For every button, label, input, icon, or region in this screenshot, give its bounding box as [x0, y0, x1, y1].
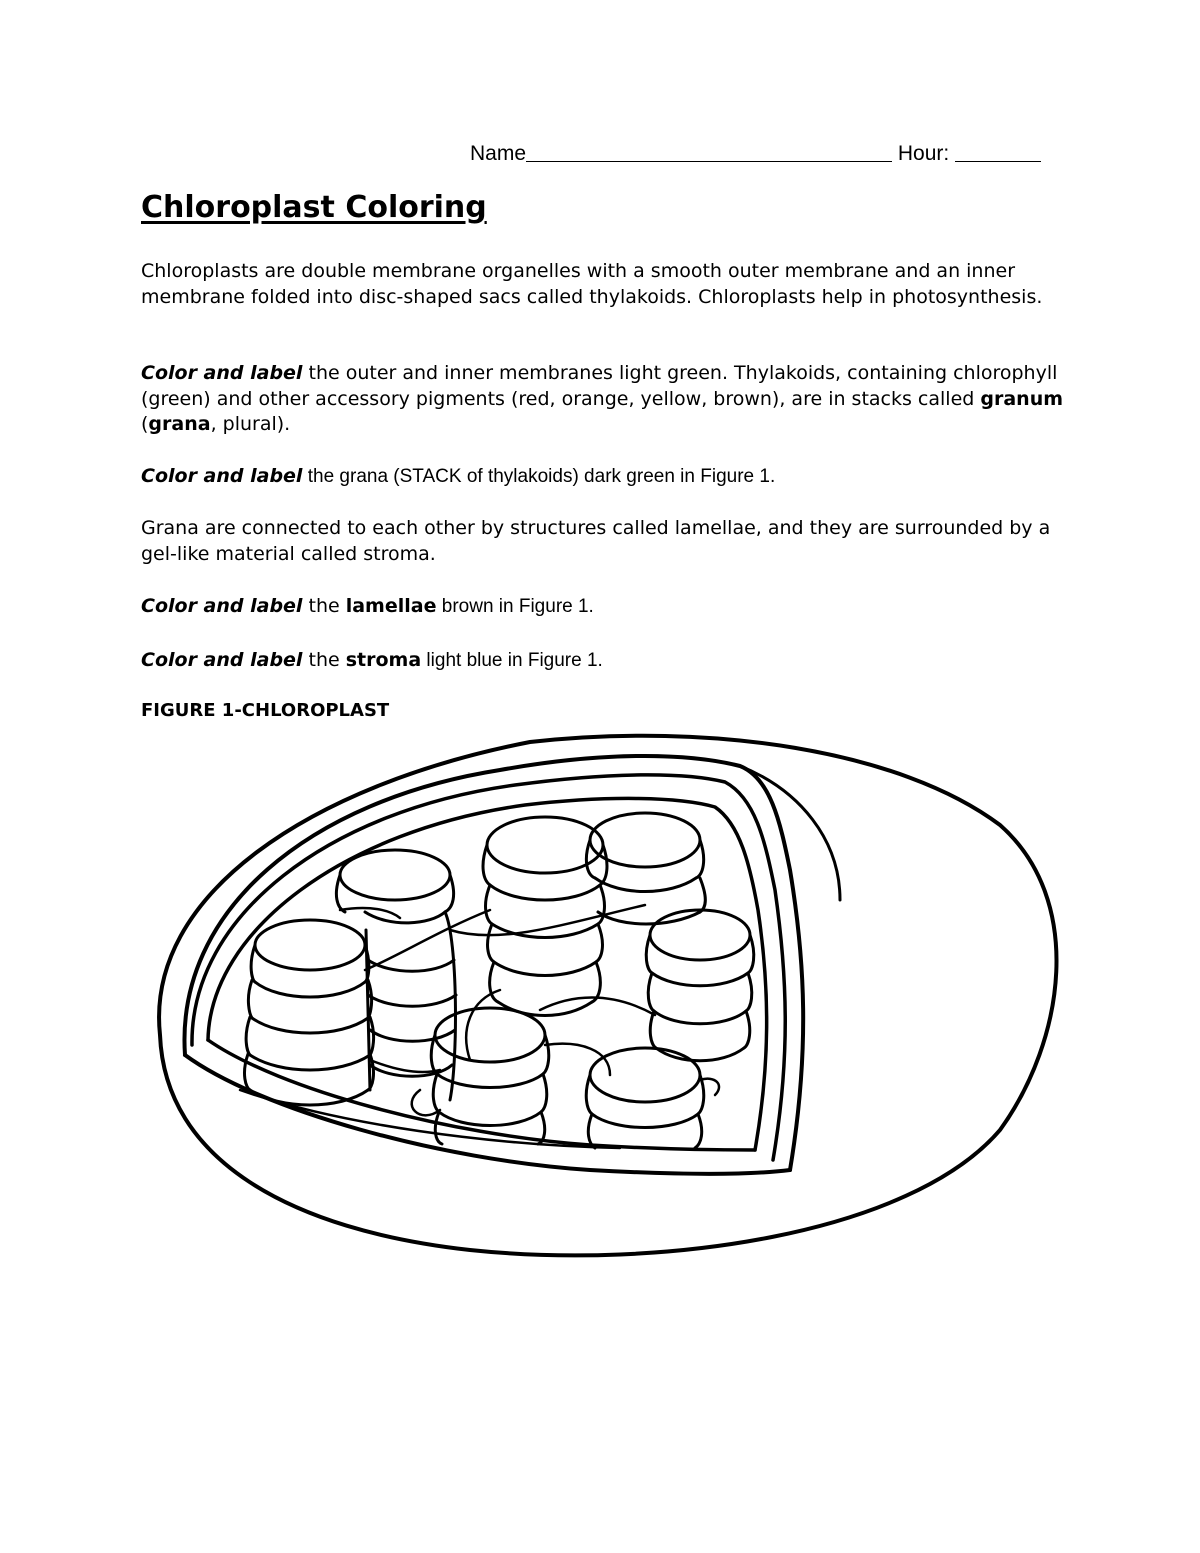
instruction-lead: Color and label — [141, 649, 303, 671]
hour-blank-line — [955, 141, 1041, 162]
term-granum: granum — [980, 387, 1064, 410]
membranes-text-3: , plural). — [210, 413, 291, 435]
term-lamellae: lamellae — [345, 595, 437, 617]
term-grana: grana — [148, 413, 211, 435]
lamellae-text: the — [302, 595, 346, 617]
intro-paragraph: Chloroplasts are double membrane organelles with a smooth outer membrane and an inner membrane folded into disc-shaped sacs called thylakoids. Chloroplasts help in photosynthesis. — [141, 260, 1043, 308]
name-blank-line — [526, 141, 892, 162]
chloroplast-drawing — [140, 730, 1060, 1270]
hour-label: Hour: — [897, 142, 950, 165]
page-title: Chloroplast Coloring — [141, 190, 487, 225]
instruction-lead: Color and label — [141, 595, 303, 617]
membranes-text: the outer and inner membranes light green. Thylakoids, containing chlorophyll (green) and other accessory pigments (red, orange, yellow, brown), are in stacks called — [141, 362, 1058, 410]
granum-left — [244, 920, 373, 1105]
granum-front-center — [431, 1008, 549, 1144]
instruction-lead: Color and label — [141, 362, 303, 384]
connection-paragraph: Grana are connected to each other by structures called lamellae, and they are surrounded by a gel-like material called stroma. — [141, 517, 1051, 565]
lamellae-text-2: brown in Figure 1. — [436, 596, 594, 617]
lamellae-instruction — [141, 594, 1076, 620]
stroma-instruction — [141, 648, 1076, 674]
granum-right — [646, 910, 754, 1061]
instruction-lead: Color and label — [141, 465, 303, 487]
grana-text: the grana (STACK of thylakoids) dark green in Figure 1. — [302, 466, 776, 487]
granum-front-right — [586, 1048, 704, 1148]
membranes-text-2: ( — [141, 413, 149, 435]
name-label: Name — [470, 142, 527, 165]
name-hour-header — [470, 141, 1070, 171]
stroma-floor — [240, 1090, 620, 1148]
membranes-instruction — [141, 361, 1076, 438]
figure-label: FIGURE 1-CHLOROPLAST — [141, 700, 390, 721]
stroma-text-2: light blue in Figure 1. — [421, 650, 603, 671]
chloroplast-figure — [140, 730, 1060, 1270]
term-stroma: stroma — [345, 649, 422, 671]
grana-instruction — [141, 464, 1076, 490]
stroma-text: the — [302, 649, 346, 671]
